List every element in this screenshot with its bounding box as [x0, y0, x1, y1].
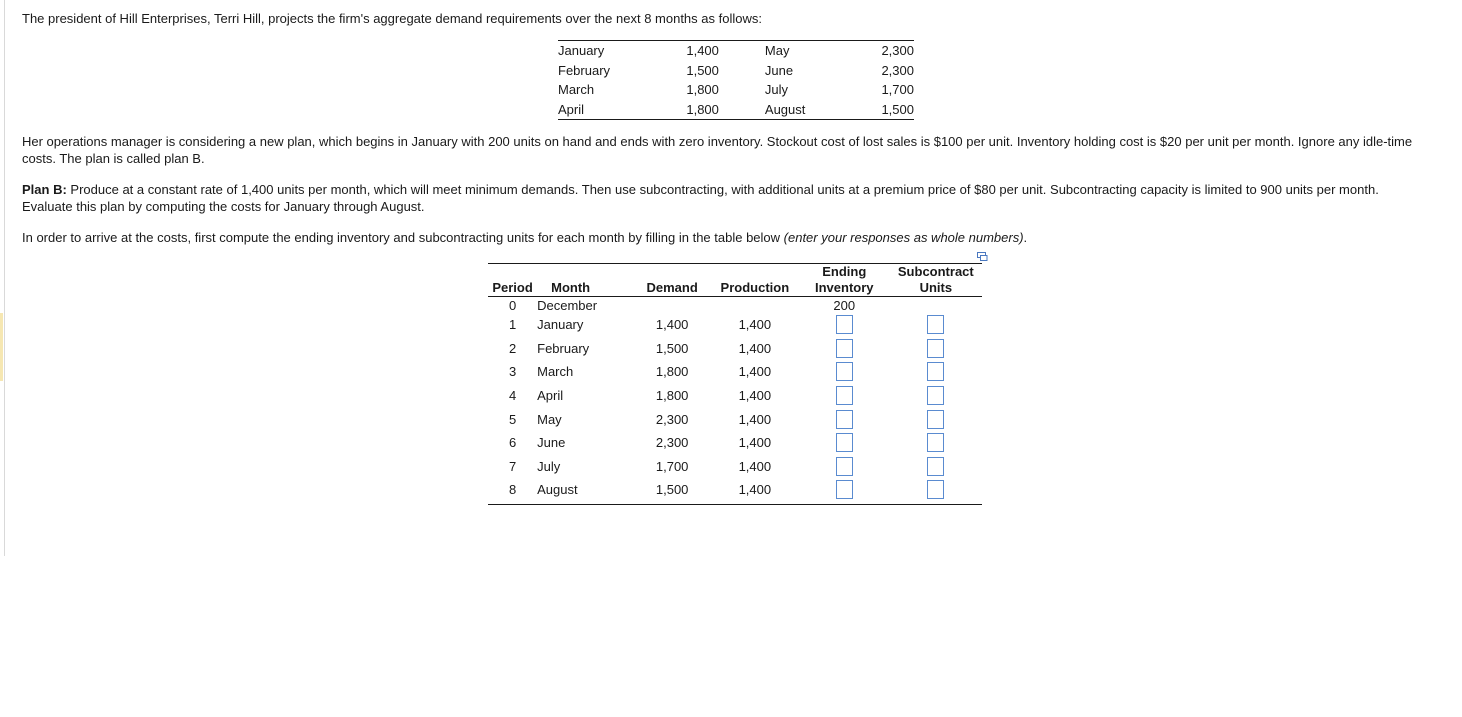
left-highlight-marker: [0, 313, 3, 381]
copy-icon[interactable]: [977, 252, 988, 261]
table-row: 3 March 1,800 1,400: [488, 360, 982, 384]
subcontract-units-input[interactable]: [927, 362, 944, 381]
plan-table-container: [488, 256, 984, 505]
header-subcontract-units: Subcontract Units: [897, 264, 974, 295]
subcontract-units-input[interactable]: [927, 433, 944, 452]
plan-b-text: Produce at a constant rate of 1,400 units per month, which will meet minimum demands. Then use subcontracting, with additional units at a premium price of $80 per unit. Subcontracting capacity is limited to 900 units per month. Evaluate this plan by computing the costs for January through August.: [22, 182, 1379, 214]
intro-text: The president of Hill Enterprises, Terri Hill, projects the firm's aggregate demand requirements over the next 8 months as follows:: [22, 11, 762, 26]
plan-b-table: [488, 263, 982, 505]
header-month: Month: [551, 280, 591, 295]
table-row: 1 January 1,400 1,400: [488, 313, 982, 337]
plan-b-paragraph: [22, 181, 1427, 215]
table-row: 6 June 2,300 1,400: [488, 431, 982, 455]
scenario-paragraph: Her operations manager is considering a new plan, which begins in January with 200 units on hand and ends with zero inventory. Stockout cost of lost sales is $100 per unit. Inventory holding cost is $20 per unit per month. Ignore any idle-time costs. The plan is called plan B.: [22, 134, 1413, 166]
ending-inventory-input[interactable]: [836, 480, 853, 499]
ending-inventory-input[interactable]: [836, 433, 853, 452]
subcontract-units-input[interactable]: [927, 339, 944, 358]
subcontract-units-input[interactable]: [927, 480, 944, 499]
subcontract-units-input[interactable]: [927, 457, 944, 476]
table-row: 7 July 1,700 1,400: [488, 455, 982, 479]
table-row: January 1,400 May 2,300: [558, 41, 914, 61]
table-header-row: [488, 264, 982, 297]
table-row: 2 February 1,500 1,400: [488, 337, 982, 361]
question-content: [22, 10, 1432, 498]
instruction-italic: (enter your responses as whole numbers): [783, 230, 1024, 245]
subcontract-units-input[interactable]: [927, 386, 944, 405]
instruction-text: In order to arrive at the costs, first compute the ending inventory and subcontracting units for each month by filling in the table below: [22, 230, 784, 245]
subcontract-units-input[interactable]: [927, 410, 944, 429]
starting-inventory: 200: [833, 297, 856, 313]
table-row: 5 May 2,300 1,400: [488, 407, 982, 431]
header-demand: Demand: [646, 280, 698, 295]
header-ending-inventory: Ending Inventory: [814, 264, 874, 295]
ending-inventory-input[interactable]: [836, 339, 853, 358]
table-row: 4 April 1,800 1,400: [488, 384, 982, 408]
ending-inventory-input[interactable]: [836, 315, 853, 334]
table-row: 8 August 1,500 1,400: [488, 478, 982, 504]
ending-inventory-input[interactable]: [836, 457, 853, 476]
header-production: Production: [720, 280, 790, 295]
header-period: Period: [492, 280, 533, 295]
table-row: March 1,800 July 1,700: [558, 82, 914, 98]
left-divider: [4, 0, 5, 556]
instruction-paragraph: [22, 229, 1427, 246]
plan-b-label: Plan B:: [22, 182, 67, 197]
ending-inventory-input[interactable]: [836, 410, 853, 429]
instruction-end: .: [1023, 230, 1028, 245]
demand-forecast-table: [558, 40, 914, 120]
subcontract-units-input[interactable]: [927, 315, 944, 334]
table-row: February 1,500 June 2,300: [558, 62, 914, 78]
table-row-period-0: 0 December 200: [488, 297, 982, 314]
ending-inventory-input[interactable]: [836, 362, 853, 381]
ending-inventory-input[interactable]: [836, 386, 853, 405]
table-row: April 1,800 August 1,500: [558, 100, 914, 120]
